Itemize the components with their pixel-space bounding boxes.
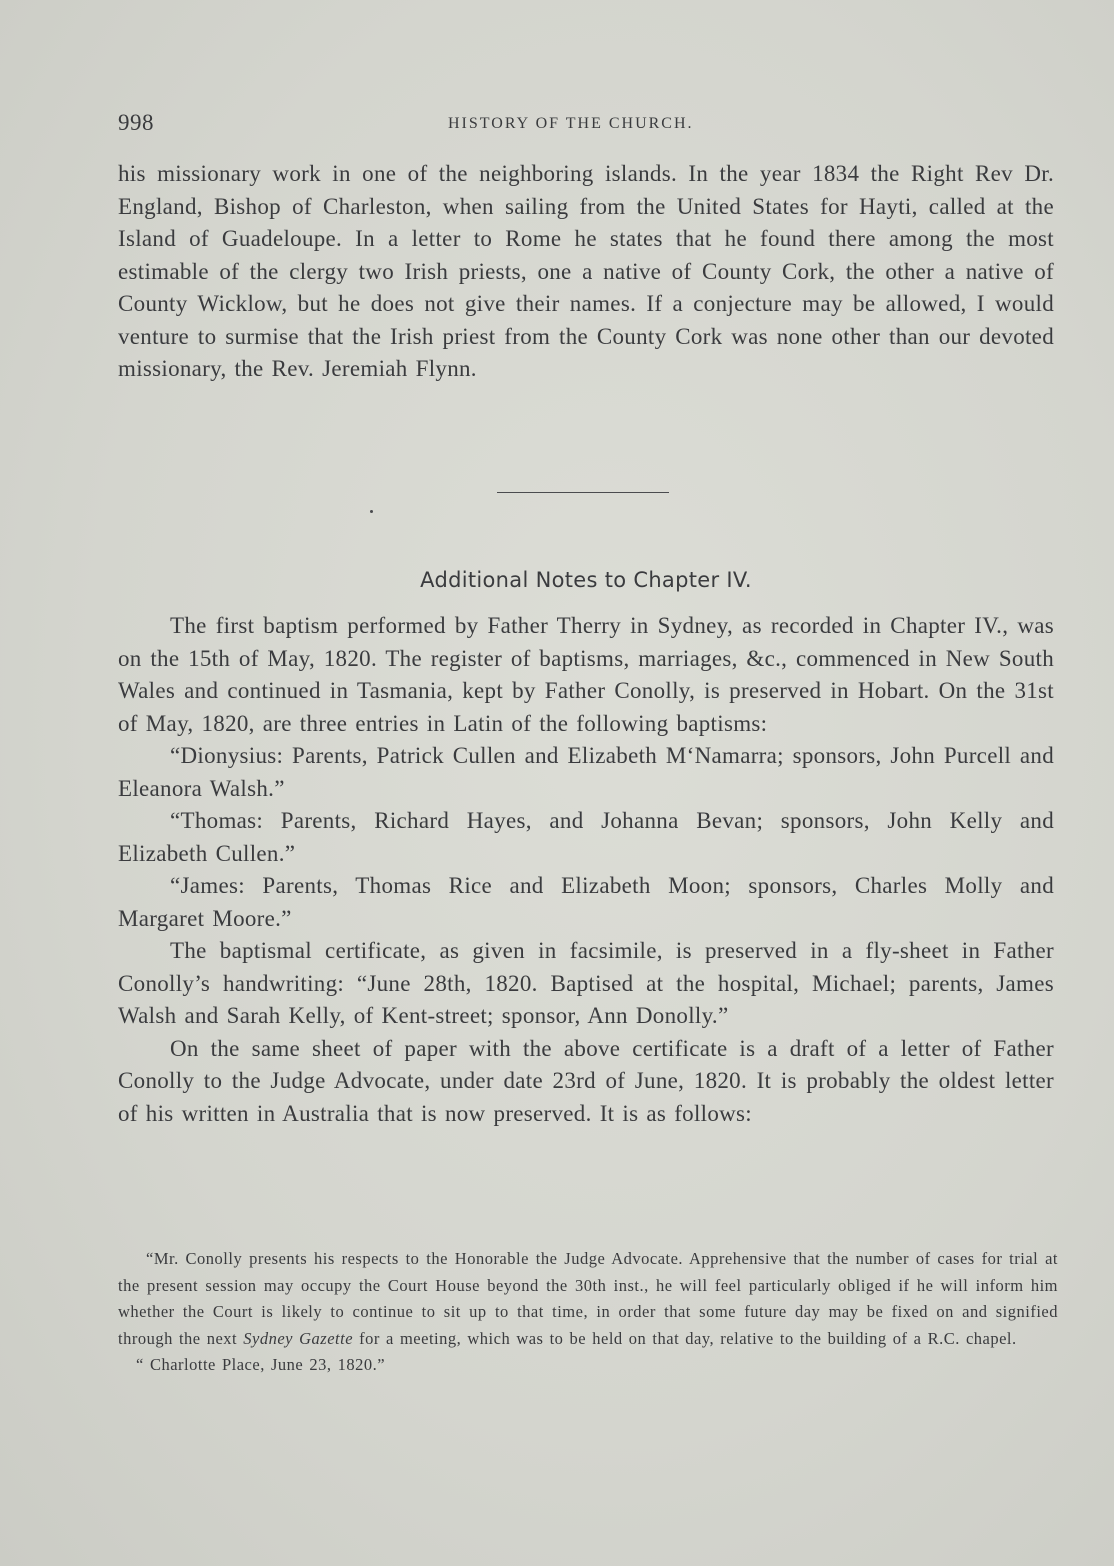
entry-james: “James: Parents, Thomas Rice and Elizabeth Moon; sponsors, Charles Molly and Margaret Moore.” (118, 873, 1054, 931)
paragraph-letter-intro: On the same sheet of paper with the above certificate is a draft of a letter of Father Conolly to the Judge Advocate, under date 23rd of June, 1820. It is probably the oldest letter of his written in Australia that is now preserved. It is as follows: (118, 1035, 1054, 1126)
section-title: Additional Notes to Chapter IV. (420, 568, 752, 592)
letter-quote (118, 1246, 1058, 1379)
section-divider (497, 492, 669, 493)
letter-body (118, 1246, 1058, 1352)
paragraph-certificate: The baptismal certificate, as given in facsimile, is preserved in a fly-sheet in Father Conolly’s handwriting: “June 28th, 1820. Baptised at the hospital, Michael; parents, James Walsh and Sarah Kelly, of Kent-street; sponsor, Ann Donolly.” (118, 938, 1054, 1028)
letter-body-after: for a meeting, which was to be held on that day, relative to the building of a R.C. chapel. (359, 1328, 1017, 1348)
top-paragraph-block (118, 158, 1054, 386)
letter-signoff: “ Charlotte Place, June 23, 1820.” (136, 1355, 386, 1374)
letter-body-before: “Mr. Conolly presents his respects to the Honorable the Judge Advocate. Apprehensive that the number of cases for trial at the present session may occupy the Court House beyond the 30th inst., he will feel particularly obliged if he will inform him whether the Court is likely to continue to sit up to that time, in order that some future day may be fixed on and signified through the next (118, 1249, 1058, 1348)
page-header (118, 110, 1054, 140)
entry-dionysius: “Dionysius: Parents, Patrick Cullen and Elizabeth M‘Namarra; sponsors, John Purcell and Eleanora Walsh.” (118, 743, 1054, 801)
top-paragraph: his missionary work in one of the neighboring islands. In the year 1834 the Right Rev Dr. England, Bishop of Charleston, when sailing from the United States for Hayti, called at the Island of Guadeloupe. In a letter to Rome he states that he found there among the most estimable of the clergy two Irish priests, one a native of County Cork, the other a native of County Wicklow, but he does not give their names. If a conjecture may be allowed, I would venture to surmise that the Irish priest from the County Cork was none other than our devoted missionary, the Rev. Jeremiah Flynn. (118, 161, 1054, 381)
entry-thomas: “Thomas: Parents, Richard Hayes, and Johanna Bevan; sponsors, John Kelly and Elizabeth Cullen.” (118, 808, 1054, 866)
running-title: HISTORY OF THE CHURCH. (448, 115, 694, 132)
section-body (118, 610, 1054, 1130)
paragraph-first-baptism: The first baptism performed by Father Therry in Sydney, as recorded in Chapter IV., was on the 15th of May, 1820. The register of baptisms, marriages, &c., commenced in New South Wales and continued in Tasmania, kept by Father Conolly, is preserved in Hobart. On the 31st of May, 1820, are three entries in Latin of the following baptisms: (118, 613, 1054, 736)
page-number: 998 (118, 110, 154, 135)
letter-newspaper: Sydney Gazette (243, 1328, 354, 1348)
print-speck (370, 510, 373, 513)
